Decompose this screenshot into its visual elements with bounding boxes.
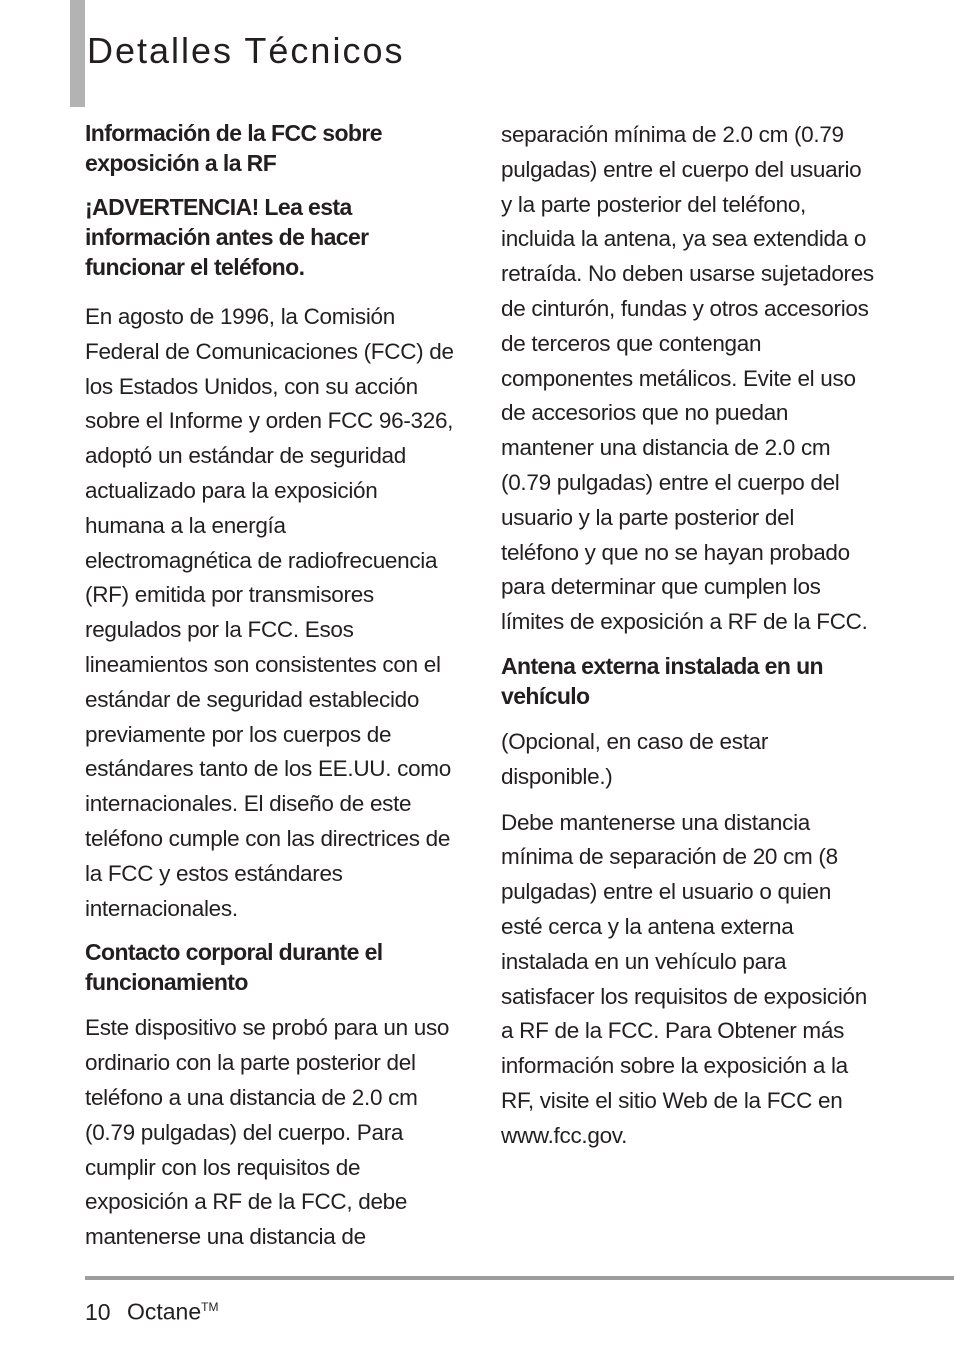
trademark-symbol: TM xyxy=(201,1300,219,1314)
optional-note: (Opcional, en caso de estar disponible.) xyxy=(501,728,769,789)
separation-paragraph: separación mínima de 2.0 cm (0.79 pulgadas) entre el cuerpo del usuario y la parte posterior del teléfono, incluida la antena, ya sea extendida o retraída. No deben usarse sujetadores de cinturón, fundas y otros accesorios de terceros que contengan componentes metálicos. Evite el uso de accesorios que no puedan mantener una distancia de 2.0 cm (0.79 pulgadas) entre el cuerpo del usuario y la parte posterior del teléfono y que no se hayan probado para determinar que cumplen los límites de exposición a RF de la FCC. xyxy=(501,122,874,635)
header-accent-bar xyxy=(70,0,85,107)
section-heading-vehicle-antenna: Antena externa instalada en un vehículo xyxy=(501,652,823,709)
page-number: 10 xyxy=(85,1298,111,1325)
vehicle-antenna-paragraph: Debe mantenerse una distancia mínima de separación de 20 cm (8 pulgadas) entre el usuario o quien esté cerca y la antena externa instalada en un vehículo para satisfacer los requisitos de exposición a RF de la FCC. Para Obtener más información sobre la exposición a la RF, visite el sitio Web de la FCC en www.fcc.gov. xyxy=(501,809,867,1148)
footer-rule xyxy=(85,1276,954,1280)
right-column xyxy=(501,118,877,1165)
body-contact-paragraph: Este dispositivo se probó para un uso ordinario con la parte posterior del teléfono a una distancia de 2.0 cm (0.79 pulgadas) del cuerpo. Para cumplir con los requisitos de exposición a RF de la FCC, debe mantenerse una distancia de xyxy=(85,1015,450,1250)
product-name: Octane xyxy=(126,1298,202,1325)
page-title: Detalles Técnicos xyxy=(87,30,405,71)
warning-heading: ¡ADVERTENCIA! Lea esta información antes de hacer funcionar el teléfono. xyxy=(85,194,369,280)
section-heading-fcc-rf: Información de la FCC sobre exposición a la RF xyxy=(85,120,382,176)
footer xyxy=(85,1290,218,1329)
fcc-standard-paragraph: En agosto de 1996, la Comisión Federal de Comunicaciones (FCC) de los Estados Unidos, con su acción sobre el Informe y orden FCC 96-326, adoptó un estándar de seguridad actualizado para la exposición humana a la energía electromagnética de radiofrecuencia (RF) emitida por transmisores regulados por la FCC. Esos lineamientos son consistentes con el estándar de seguridad establecido previamente por los cuerpos de estándares tanto de los EE.UU. como internacionales. El diseño de este teléfono cumple con las directrices de la FCC y estos estándares internacionales. xyxy=(85,304,454,921)
section-heading-body-contact: Contacto corporal durante el funcionamiento xyxy=(85,939,383,996)
left-column xyxy=(85,118,457,1266)
